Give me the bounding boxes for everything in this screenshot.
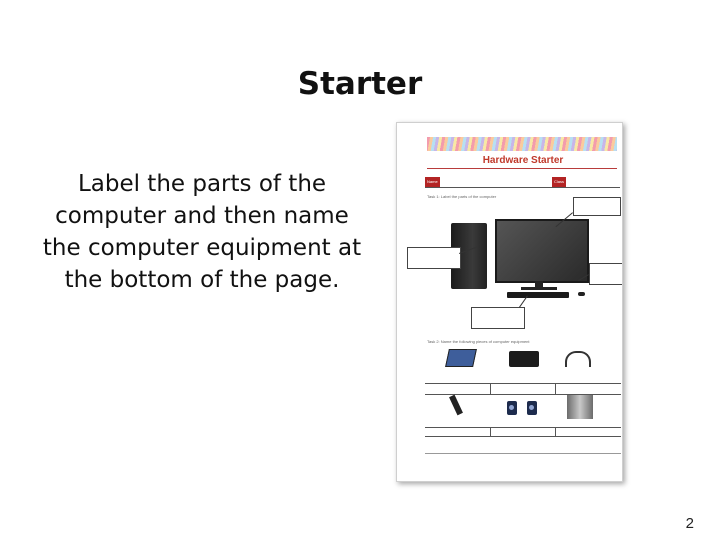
worksheet-banner <box>427 137 617 151</box>
speaker-right-image <box>527 401 537 415</box>
speaker-left-image <box>507 401 517 415</box>
smart-fridge-image <box>567 395 593 419</box>
class-tag: Class <box>552 177 566 187</box>
keyboard-image <box>507 292 569 298</box>
slide-title: Starter <box>297 66 423 102</box>
label-box-monitor <box>573 197 621 216</box>
monitor-stand-base <box>521 287 557 290</box>
mouse-image <box>578 292 585 296</box>
task2-instruction: Task 2: Name the following pieces of computer equipment <box>427 339 530 344</box>
label-box-mouse <box>589 263 623 285</box>
label-box-keyboard <box>471 307 525 329</box>
printer-image <box>509 351 539 367</box>
laptop-image <box>445 349 477 367</box>
name-class-row <box>425 177 620 188</box>
title-divider <box>427 168 617 169</box>
task1-instruction: Task 1: Label the parts of the computer <box>427 194 497 199</box>
worksheet-thumbnail <box>396 122 623 482</box>
barcode-scanner-image <box>449 395 463 416</box>
headset-image <box>565 351 591 367</box>
worksheet-footer-rule <box>425 453 621 454</box>
label-box-tower <box>407 247 461 269</box>
page-number: 2 <box>685 515 694 532</box>
name-tag: Name <box>425 177 440 187</box>
monitor-image <box>495 219 589 283</box>
answer-row-2 <box>425 427 621 437</box>
worksheet-title: Hardware Starter <box>482 155 564 166</box>
slide-instructions: Label the parts of the computer and then name the computer equipment at the bottom of the page. <box>42 171 362 293</box>
answer-row-1 <box>425 383 621 395</box>
